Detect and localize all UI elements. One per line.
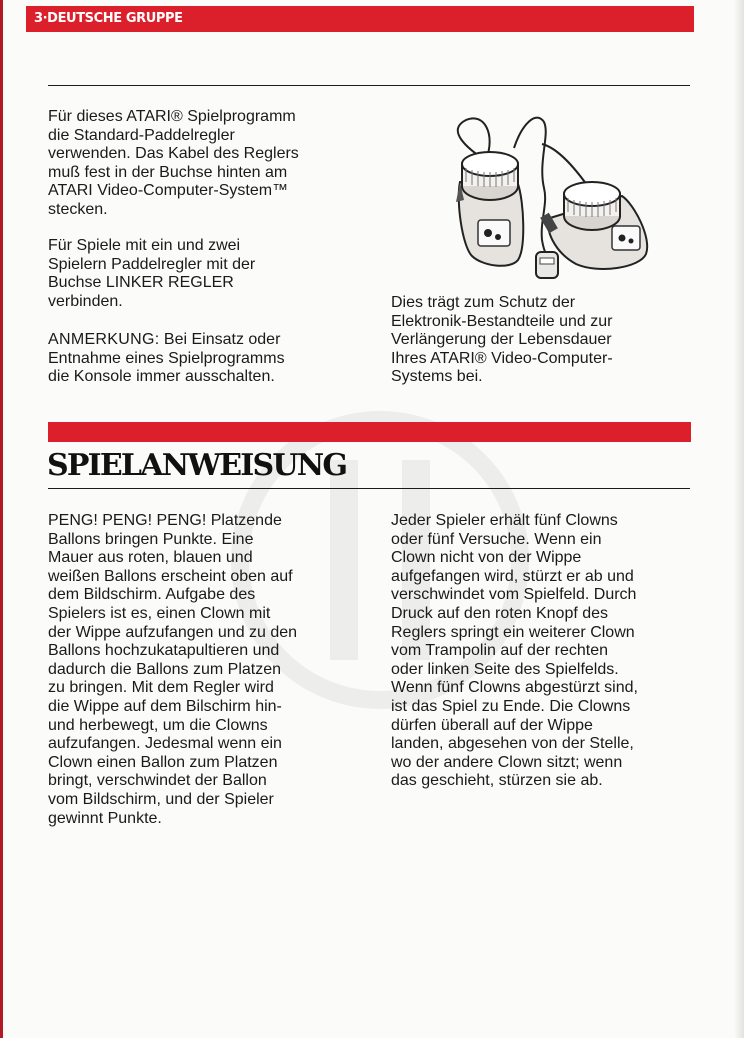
page-edge-left [0,0,3,1038]
instructions-right-column: Jeder Spieler erhält fünf Clowns oder fünf Versuche. Wenn ein Clown nicht von der Wippe aufgefangen wird, stürzt er ab und verschwindet vom Spielfeld. Durch Druck auf den roten Knopf des Reglers springt ein weiterer Clown vom Trampolin auf der rechten oder linken Seite des Spielfelds. Wenn fünf Clowns abgestürzt sind, ist das Spiel zu Ende. Die Clowns dürfen überall auf der Wippe landen, abgesehen von der Stelle, wo der andere Clown sitzt; wenn das geschieht, stürzen sie ab. [391,512,638,790]
section-bar [48,422,691,442]
page-edge-right [734,0,744,1038]
top-rule [48,85,690,86]
paddle-controllers-icon [426,108,658,290]
care-paragraph: Dies trägt zum Schutz der Elektronik-Bestandteile und zur Verlängerung der Lebensdauer Ihres ATARI® Video-Computer- Systems bei. [391,294,613,386]
header-label: 3·DEUTSCHE GRUPPE [34,11,183,26]
instructions-left-column: PENG! PENG! PENG! Platzende Ballons bringen Punkte. Eine Mauer aus roten, blauen und weißen Ballons erscheint oben auf dem Bildschirm. Aufgabe des Spielers ist es, einen Clown mit der Wippe aufzufangen und zu den Ballons hochzukatapultieren und dadurch die Ballons zum Platzen zu bringen. Mit dem Regler wird die Wippe auf dem Bilschirm hin- und herbewegt, um die Clowns aufzufangen. Jedesmal wenn ein Clown einen Ballon zum Platzen bringt, verschwindet der Ballon vom Bildschirm, und der Spieler gewinnt Punkte. [48,512,298,827]
note-paragraph [48,331,285,387]
section-heading: SPIELANWEISUNG [47,448,347,483]
note-text: Bei Einsatz oder Entnahme eines Spielprogramms die Konsole immer ausschalten. [48,331,285,386]
note-label: ANMERKUNG: [48,331,160,348]
intro-paragraph: Für dieses ATARI® Spielprogramm die Standard-Paddelregler verwenden. Das Kabel des Reglers muß fest in der Buchse hinten am ATARI Video-Computer-System™ stecken. [48,108,299,218]
heading-rule [48,488,690,489]
connect-paragraph: Für Spiele mit ein und zwei Spielern Paddelregler mit der Buchse LINKER REGLER verbinden. [48,237,256,310]
header-bar [26,6,694,32]
